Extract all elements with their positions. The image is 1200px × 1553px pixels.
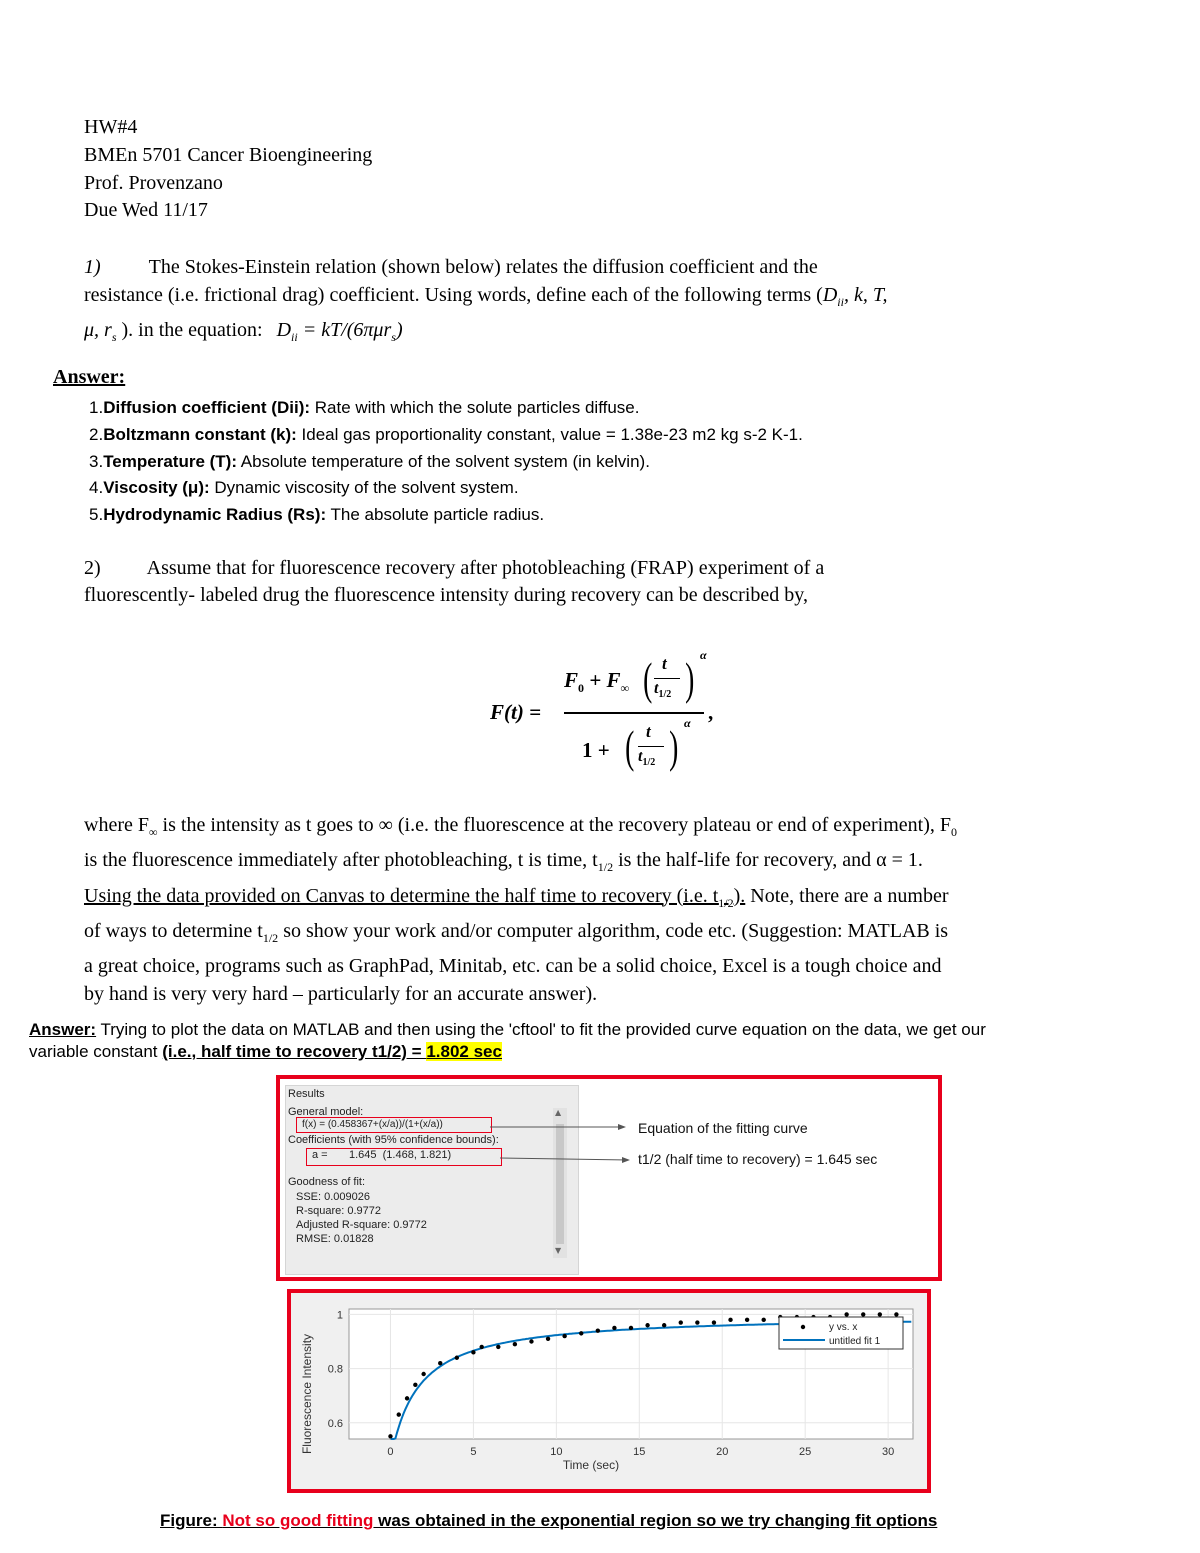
item-desc: Dynamic viscosity of the solvent system.: [209, 478, 519, 497]
data-point: [728, 1318, 732, 1322]
answer2-heading: Answer:: [29, 1020, 97, 1039]
item-term: Temperature (T):: [103, 452, 237, 471]
q1-terms-b: , k, T,: [843, 284, 888, 306]
annotation-arrows: [490, 1118, 630, 1168]
general-model-label: General model:: [288, 1106, 364, 1118]
answer2: [29, 1019, 1179, 1063]
eq-inner-bar: [654, 678, 680, 679]
eq-f0-sub: 0: [578, 681, 585, 696]
data-point: [546, 1337, 550, 1341]
caption-red-text: Not so good fitting: [222, 1511, 374, 1530]
data-point: [513, 1342, 517, 1346]
data-point: [471, 1350, 475, 1354]
data-point: [455, 1356, 459, 1360]
answer1-item-3: [89, 452, 650, 472]
results-panel: [285, 1085, 579, 1275]
x-tick-label: 0: [387, 1446, 394, 1458]
eq-inner-bar-2: [638, 746, 664, 747]
coefficients-label: Coefficients (with 95% confidence bounds):: [288, 1134, 499, 1146]
fit-chart: [291, 1293, 927, 1489]
p-l2a-sub: 1/2: [597, 860, 614, 875]
item-desc: Rate with which the solute particles diffuse.: [310, 398, 640, 417]
fit-equation: f(x) = (0.458367+(x/a))/(1+(x/a)): [302, 1119, 443, 1130]
data-point: [745, 1318, 749, 1322]
chart-highlight-box: [287, 1289, 931, 1493]
data-point: [679, 1320, 683, 1324]
adj-rsquare-value: Adjusted R-square: 0.9772: [296, 1219, 427, 1231]
data-point: [844, 1312, 848, 1316]
data-point: [413, 1383, 417, 1387]
legend-marker-points: [801, 1325, 805, 1329]
q2-number: 2): [84, 557, 101, 579]
answer2-bold: (i.e., half time to recovery t1/2) =: [162, 1042, 427, 1061]
data-point: [562, 1334, 566, 1338]
data-point: [878, 1312, 882, 1316]
coefficient-a: a = 1.645 (1.468, 1.821): [312, 1149, 452, 1161]
item-number: 3.: [89, 452, 104, 471]
item-desc: Ideal gas proportionality constant, value = 1.38e-23 m2 kg s-2 K-1.: [296, 425, 803, 444]
x-tick-label: 25: [799, 1446, 812, 1458]
answer2-value: 1.802 sec: [426, 1042, 502, 1061]
q1-text-c1-sub: s: [111, 330, 117, 344]
eq-denominator: 1 +: [582, 738, 610, 762]
eq-paren-close-2: ): [669, 721, 679, 772]
eq-paren-close: ): [685, 653, 695, 704]
question-1: [84, 253, 1114, 351]
answer1-item-1: [89, 398, 639, 418]
answer1-item-2: [89, 425, 803, 445]
p-l3-sub: 1/2: [718, 895, 734, 910]
rmse-value: RMSE: 0.01828: [296, 1233, 374, 1245]
eq-den-thalf: t: [638, 748, 643, 765]
professor-name: Prof. Provenzano: [84, 172, 223, 194]
eq-alpha-bottom: α: [684, 716, 691, 730]
data-point: [579, 1331, 583, 1335]
q1-eq-end: ): [395, 319, 403, 341]
eq-alpha-top: α: [700, 648, 707, 662]
q2-line1: Assume that for fluorescence recovery after photobleaching (FRAP) experiment of a: [146, 557, 825, 579]
legend-label-fit: untitled fit 1: [829, 1336, 881, 1347]
hw-number: HW#4: [84, 116, 138, 138]
data-point: [894, 1312, 898, 1316]
arrow-line-2: [500, 1158, 628, 1160]
frap-equation: [490, 640, 730, 785]
answer1-item-4: [89, 478, 519, 498]
item-desc: The absolute particle radius.: [326, 505, 545, 524]
data-point: [662, 1323, 666, 1327]
item-number: 4.: [89, 478, 104, 497]
item-number: 5.: [89, 505, 104, 524]
annotation-t-half: t1/2 (half time to recovery) = 1.645 sec: [638, 1151, 878, 1167]
due-date: Due Wed 11/17: [84, 199, 208, 221]
eq-fraction-bar: [564, 712, 704, 714]
p-l1b: is the intensity as t goes to ∞ (i.e. the fluorescence at the recovery plateau or end of experiment), F: [157, 814, 951, 836]
y-tick-label: 0.6: [327, 1417, 343, 1430]
q1-terms-a: D: [822, 284, 838, 306]
q1-text-c1: μ, r: [84, 319, 112, 341]
item-term: Boltzmann constant (k):: [103, 425, 297, 444]
data-point: [388, 1434, 392, 1438]
data-point: [695, 1320, 699, 1324]
x-tick-label: 5: [470, 1446, 477, 1458]
eq-lhs: F(t) =: [490, 700, 542, 724]
eq-den-t: t: [646, 722, 651, 741]
data-point: [612, 1326, 616, 1330]
data-point: [480, 1345, 484, 1349]
eq-paren-open: (: [643, 653, 653, 704]
q1-text-b: resistance (i.e. frictional drag) coefficient. Using words, define each of the following terms (: [84, 284, 823, 306]
arrow-head-2: [622, 1157, 630, 1163]
answer1-item-5: [89, 505, 544, 525]
item-term: Diffusion coefficient (Dii):: [103, 398, 311, 417]
data-point: [397, 1412, 401, 1416]
q1-eq-lhs: D: [276, 319, 292, 341]
q1-number: 1): [84, 256, 101, 278]
p-l2a: is the fluorescence immediately after photobleaching, t is time, t: [84, 849, 598, 872]
question-2: [84, 555, 1114, 609]
item-number: 2.: [89, 425, 104, 444]
data-point: [529, 1339, 533, 1343]
eq-num-thalf-sub: 1/2: [658, 689, 672, 701]
data-point: [645, 1323, 649, 1327]
arrow-head-1: [618, 1124, 626, 1130]
data-point: [762, 1318, 766, 1322]
x-tick-label: 15: [633, 1446, 646, 1458]
data-point: [405, 1396, 409, 1400]
course-name: BMEn 5701 Cancer Bioengineering: [84, 144, 373, 166]
eq-den-thalf-sub: 1/2: [642, 757, 656, 769]
x-tick-label: 10: [550, 1446, 563, 1458]
caption-rest: was obtained in the exponential region so we try changing fit options: [373, 1511, 938, 1530]
scroll-up-icon[interactable]: ▲: [555, 1108, 562, 1117]
p-l3-underlined-end: ).: [733, 884, 746, 907]
data-point: [596, 1328, 600, 1332]
answer2-text2: variable constant: [29, 1042, 163, 1061]
p-l1a-sub: ∞: [148, 825, 158, 839]
p-l2b: is the half-life for recovery, and α = 1.: [613, 849, 923, 872]
scroll-down-icon[interactable]: ▼: [555, 1246, 562, 1255]
q1-text-a: The Stokes-Einstein relation (shown below) relates the diffusion coefficient and the: [148, 256, 818, 278]
caption-label: Figure:: [160, 1511, 223, 1530]
p-l1b-sub: 0: [950, 825, 957, 839]
a-highlight: [306, 1148, 502, 1166]
data-point: [629, 1326, 633, 1330]
eq-num-thalf: t: [654, 680, 659, 697]
p-l1a: where F: [84, 814, 149, 836]
x-tick-label: 20: [716, 1446, 729, 1458]
data-point: [421, 1372, 425, 1376]
p-l4b: so show your work and/or computer algorithm, code etc. (Suggestion: MATLAB is: [278, 919, 949, 942]
x-tick-label: 30: [881, 1446, 895, 1458]
data-point: [496, 1345, 500, 1349]
rsquare-value: R-square: 0.9772: [296, 1205, 381, 1217]
eq-num-t: t: [662, 654, 667, 673]
eq-paren-open-2: (: [625, 721, 635, 772]
q1-eq-rhs-sub: s: [391, 330, 396, 344]
goodness-of-fit-label: Goodness of fit:: [288, 1176, 366, 1188]
annotation-equation: Equation of the fitting curve: [638, 1120, 808, 1136]
p-l6: by hand is very very hard – particularly for an accurate answer).: [84, 983, 598, 1006]
p-l3-rest: Note, there are a number: [745, 884, 949, 907]
q1-text-c2: ). in the equation:: [116, 319, 263, 341]
sse-value: SSE: 0.009026: [296, 1191, 371, 1203]
q2-explanation: [84, 811, 1114, 1009]
eq-numerator: [564, 668, 629, 696]
answer2-text1: Trying to plot the data on MATLAB and then using the 'cftool' to fit the provided curve equation on the data, we get our: [96, 1020, 986, 1039]
legend-label-points: y vs. x: [829, 1322, 858, 1333]
p-l4a-sub: 1/2: [262, 930, 279, 945]
p-l5: a great choice, programs such as GraphPad, Minitab, etc. can be a solid choice, Excel is a tough choice and: [84, 955, 942, 978]
item-term: Hydrodynamic Radius (Rs):: [103, 505, 327, 524]
q1-eq-lhs-sub: ii: [291, 330, 298, 344]
fx-highlight: [296, 1117, 492, 1133]
eq-finf: + F: [584, 668, 621, 692]
results-title: Results: [288, 1088, 325, 1100]
y-axis-label: Fluorescence Intensity: [300, 1333, 314, 1455]
p-l3-underlined: Using the data provided on Canvas to determine the half time to recovery (i.e. t: [84, 884, 719, 907]
eq-comma: ,: [708, 700, 714, 724]
y-tick-label: 0.8: [327, 1363, 343, 1376]
data-point: [861, 1312, 865, 1316]
answer1-heading: Answer:: [53, 366, 126, 388]
q1-eq-rhs: = kT/(6πμr: [297, 319, 392, 341]
figure-caption: [160, 1511, 937, 1531]
q2-line2: fluorescently- labeled drug the fluorescence intensity during recovery can be described by,: [84, 584, 808, 606]
eq-f0: F: [564, 668, 579, 692]
q1-terms-a-sub: ii: [837, 295, 844, 309]
item-desc: Absolute temperature of the solvent system (in kelvin).: [237, 452, 650, 471]
item-term: Viscosity (μ):: [103, 478, 210, 497]
p-l4a: of ways to determine t: [84, 919, 263, 942]
x-axis-label: Time (sec): [562, 1458, 620, 1472]
data-point: [438, 1361, 442, 1365]
item-number: 1.: [89, 398, 104, 417]
eq-finf-sub: ∞: [620, 681, 630, 696]
data-point: [712, 1320, 716, 1324]
y-tick-label: 1: [336, 1309, 343, 1322]
